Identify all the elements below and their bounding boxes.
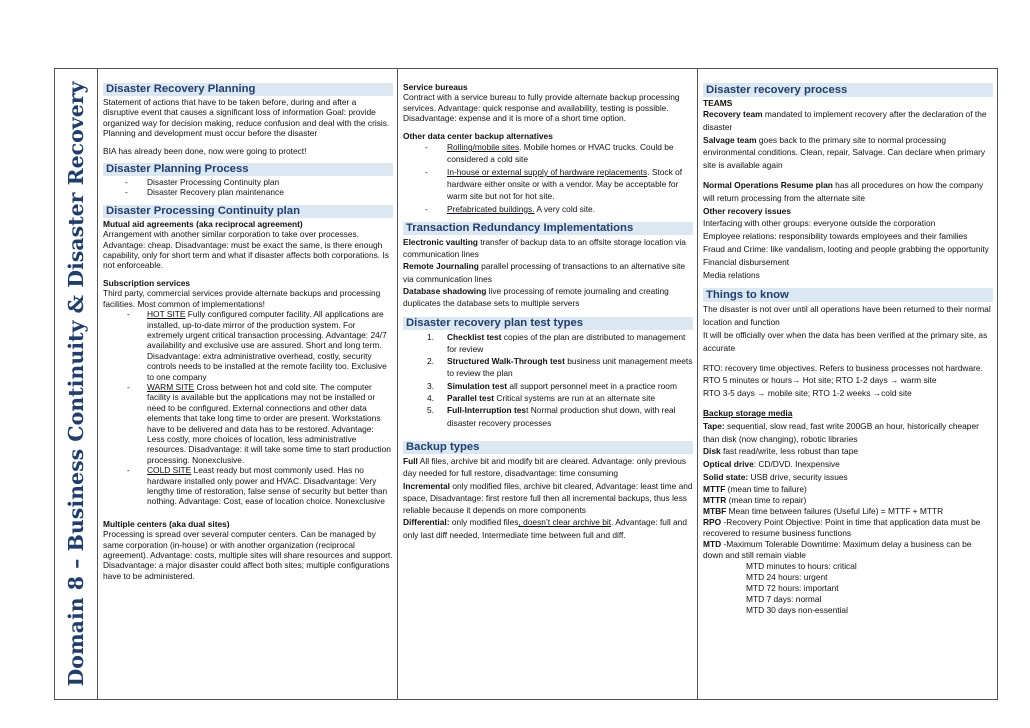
database-shadowing: Database shadowing live processing of remote journaling and creating duplicates the database sets to multiple servers	[403, 286, 669, 309]
section-header-tri: Transaction Redundancy Implementations	[403, 222, 693, 235]
summary-sheet	[54, 68, 998, 700]
mtd-item: MTD 24 hours: urgent	[746, 571, 828, 582]
list-item-warm-site: - WARM SITE Cross between hot and cold site. The computer facility is available but the applications may not be installed or need to be configured. External connections and other data elements that take long time to order are present. Workstations have to be delivered and data has to be restored. Advantage: Less costly, more choices of location, less administrative resources. Disadvantage: it will take some time to start production processing. Nonexclusive.	[127, 381, 391, 465]
issue-line: Interfacing with other groups: everyone outside the corporation	[703, 218, 936, 229]
remote-journaling: Remote Journaling parallel processing of transactions to an alternative site via communication lines	[403, 261, 686, 284]
drp-text: Statement of actions that have to be taken before, during and after a disruptive event that causes a significant loss of information Goal: provide organized way for decision making, reduce confusion and deal with the crisis. Planning and development must occur before the disaster	[103, 97, 390, 139]
subscription-title: Subscription services	[103, 277, 191, 288]
test-item: 3. Simulation test all support personnel meet in a practice room	[427, 380, 677, 391]
mtd: MTD -Maximum Tolerable Downtime: Maximum delay a business can be down and still remain viable	[703, 538, 972, 560]
list-item: - Disaster Recovery plan maintenance	[125, 187, 284, 198]
rto-line: RTO 5 minutes or hours→ Hot site; RTO 1-2 days → warm site	[703, 375, 937, 386]
normal-operations-plan: Normal Operations Resume plan has all procedures on how the company will return processing from the alternate site	[703, 179, 984, 203]
column-divider	[697, 69, 698, 699]
column-2	[403, 82, 693, 541]
test-item: 1. Checklist test copies of the plan are distributed to management for review	[427, 331, 686, 354]
rpo: RPO -Recovery Point Objective: Point in time that application data must be recovered to resume business functions	[703, 516, 981, 538]
backup-full: Full All files, archive bit and modify bit are cleared. Advantage: only previous day needed for full restore, disadvantage: time consuming	[403, 455, 687, 479]
electronic-vaulting: Electronic vaulting transfer of backup data to an offsite storage location via communication lines	[403, 236, 686, 260]
issue-line: Fraud and Crime: like vandalism, looting and people grabbing the opportunity	[703, 243, 989, 254]
issue-line: Financial disbursement	[703, 256, 790, 267]
backup-differential: Differential: only modified files, doesn’t clear archive bit. Advantage: full and only last diff needed, Intermediate time between full and diff.	[403, 517, 687, 540]
section-header-things-to-know: Things to know	[703, 288, 993, 302]
list-item-inhouse: - In-house or external supply of hardware replacements. Stock of hardware either onsite or with a vendor. May be acceptable for warm site but not for hot site.	[425, 166, 683, 202]
issue-line: Employee relations: responsibility towards employees and their families	[703, 231, 968, 242]
list-item-rolling: - Rolling/mobile sites. Mobile homes or HVAC trucks. Could be considered a cold site	[425, 142, 674, 165]
multiple-centers-title: Multiple centers (aka dual sites)	[103, 518, 230, 529]
service-bureaus-text: Contract with a service bureau to fully provide alternate backup processing services. Advantage: quick response and availability, testing is possible. Disadvantage: expense and it is more of a short time option.	[403, 92, 680, 124]
test-item: 4. Parallel test Critical systems are run at an alternate site	[427, 393, 656, 404]
section-header-dpcp: Disaster Processing Continuity plan	[103, 205, 393, 218]
mttf: MTTF (mean time to failure)	[703, 483, 807, 494]
list-item-cold-site: - COLD SITE Least ready but most commonly used. Has no hardware installed only power and HVAC. Disadvantage: Very lengthy time of restoration, false sense of security but better than nothing. Advantage: Cost, ease of location choice. Nonexclusive	[127, 465, 388, 507]
teams-label: TEAMS	[703, 98, 733, 108]
recovery-team: Recovery team mandated to implement recovery after the declaration of the disaster	[703, 109, 987, 132]
section-header-drp: Disaster Recovery Planning	[103, 83, 393, 96]
issue-line: Media relations	[703, 269, 760, 280]
side-title-cell	[55, 69, 97, 699]
mtd-item: MTD 7 days: normal	[746, 593, 822, 604]
mutual-text: Arrangement with another similar corporation to take over processes. Advantage: cheap. Disadvantage: must be exact the same, is there enough capability, only for short term and what if disaster affects both corporations. Is not enforceable.	[103, 229, 389, 271]
rto-line: RTO 3-5 days → mobile site; RTO 1-2 weeks →cold site	[703, 388, 912, 399]
media-solid-state: Solid state: USB drive, security issues	[703, 471, 848, 482]
mtd-item: MTD 72 hours: important	[746, 582, 839, 593]
other-issues-title: Other recovery issues	[703, 205, 791, 216]
section-header-dr-process: Disaster recovery process	[703, 83, 993, 97]
service-bureaus-title: Service bureaus	[403, 82, 468, 92]
rto-definition: RTO: recovery time objectives. Refers to business processes not hardware.	[703, 362, 983, 373]
mtd-item: MTD minutes to hours: critical	[746, 560, 857, 571]
multiple-centers-text: Processing is spread over several computer centers. Can be managed by same corporation (in-house) or with another organization (reciprocal agreement). Advantage: costs, multiple sites will share resources and support. Disadvantage: a major disaster could affect both sites; multiple configurations have to be administered.	[103, 529, 393, 581]
mtbf: MTBF Mean time between failures (Useful Life) = MTTF + MTTR	[703, 505, 944, 516]
column-divider	[397, 69, 398, 699]
bia-text: BIA has already been done, now were going to protect!	[103, 145, 307, 156]
list-item-hot-site: - HOT SITE Fully configured computer facility. All applications are installed, up-to-date mirror of the production system. For extremely urgent critical transaction processing. Advantage: 24/7 availability and exclusive use are assured. Short and long term. Disadvantage: extra administrative overhead, costly, security controls needs to be installed at the remote facility too. Exclusive to one company	[127, 309, 387, 382]
section-header-backup: Backup types	[403, 441, 693, 454]
things-to-know-1: The disaster is not over until all operations have been returned to their normal location and function	[703, 304, 991, 328]
subscription-text: Third party, commercial services provide alternate backups and processing facilities. Most common of implementations!	[103, 288, 381, 309]
side-title: Domain 8 – Business Continuity & Disaster Recovery	[64, 81, 88, 687]
column-divider	[97, 69, 98, 699]
things-to-know-2: It will be officially over when the data has been verified at the primary site, as accurate	[703, 329, 988, 353]
section-header-dpp: Disaster Planning Process	[103, 163, 393, 176]
mtd-item: MTD 30 days non-essential	[746, 604, 848, 615]
mutual-title: Mutual aid agreements (aka reciprocal agreement)	[103, 218, 303, 229]
mttr: MTTR (mean time to repair)	[703, 494, 807, 505]
section-header-tests: Disaster recovery plan test types	[403, 317, 693, 330]
test-item: 5. Full-Interruption test Normal production shut down, with real disaster recovery processes	[427, 405, 676, 428]
column-3	[703, 83, 993, 616]
backup-incremental: Incremental only modified files, archive bit cleared, Advantage: least time and space, Disadvantage: first restore full then all incremental backups, thus less reliable because it depends on more components	[403, 480, 693, 516]
other-alternatives-title: Other data center backup alternatives	[403, 130, 553, 141]
list-item-prefab: - Prefabricated buildings. A very cold site.	[425, 203, 596, 214]
list-item: - Disaster Processing Continuity plan	[125, 177, 280, 188]
salvage-team: Salvage team goes back to the primary site to normal processing environmental conditions. Clean, repair, Salvage. Can declare when primary site is available again	[703, 134, 986, 171]
media-tape: Tape: sequential, slow read, fast write 200GB an hour, historically cheaper than disk (now changing), robotic libraries	[703, 420, 979, 444]
test-item: 2. Structured Walk-Through test business unit management meets to review the plan	[427, 356, 693, 379]
media-disk: Disk fast read/write, less robust than tape	[703, 446, 859, 457]
media-optical: Optical drive: CD/DVD. Inexpensive	[703, 459, 840, 470]
column-1	[103, 83, 393, 581]
backup-media-title: Backup storage media	[703, 407, 793, 418]
